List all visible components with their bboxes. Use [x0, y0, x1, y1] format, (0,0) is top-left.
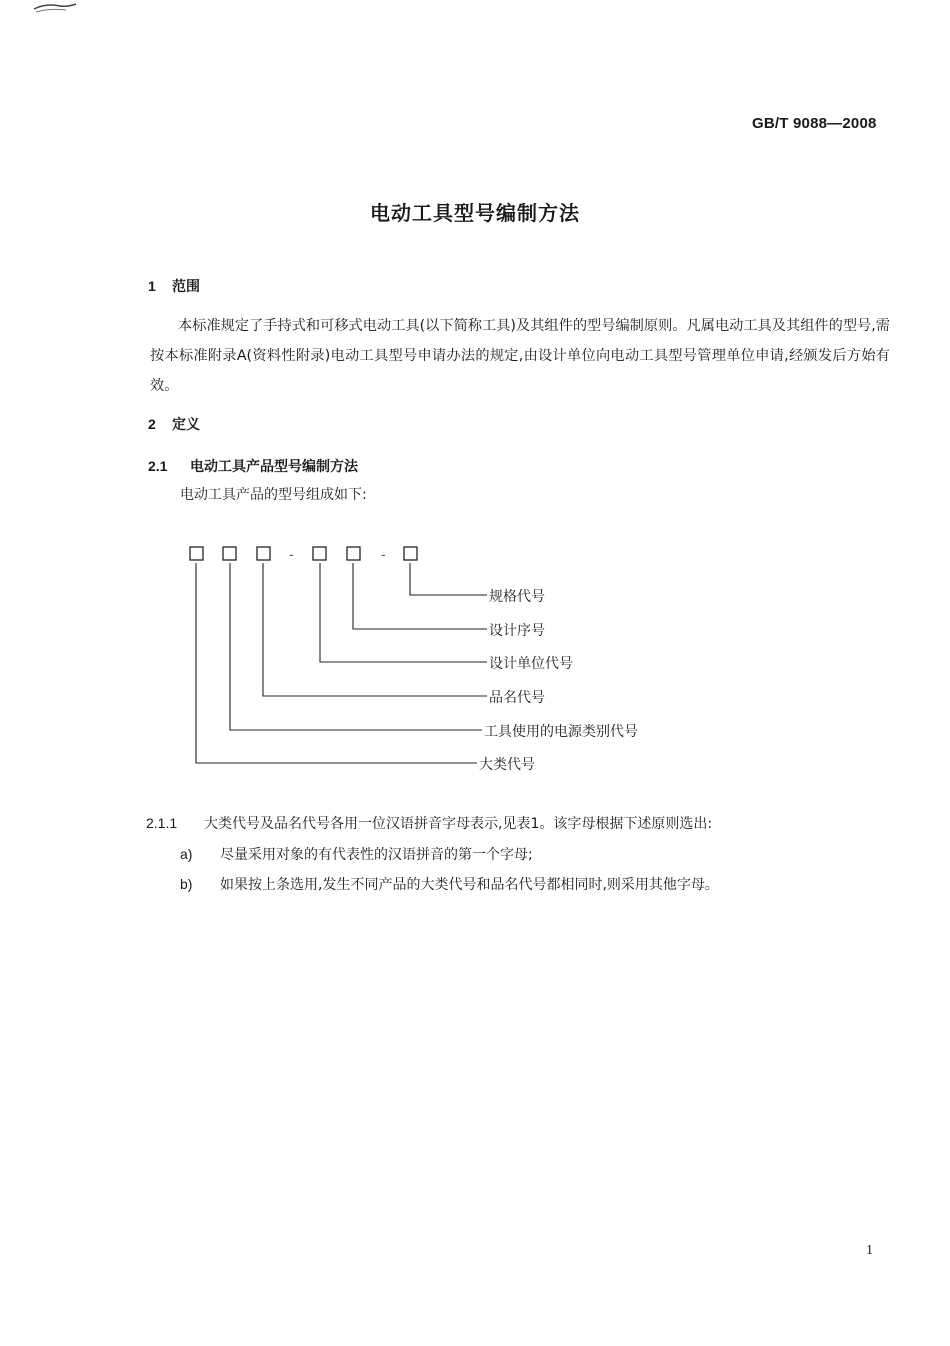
list-item-a [180, 844, 533, 864]
diagram-label-category: 大类代号 [479, 757, 535, 773]
code-box-2 [223, 547, 236, 560]
leader-line-spec [410, 563, 487, 595]
section-2-1-1 [146, 808, 712, 839]
code-box-5 [347, 547, 360, 560]
code-box-6 [404, 547, 417, 560]
list-item-tag: a) [180, 846, 193, 862]
paragraph-text: 本标准规定了手持式和可移式电动工具(以下简称工具)及其组件的型号编制原则。凡属电动工具及其组件的型号,需按本标准附录A(资料性附录)电动工具型号申请办法的规定,由设计单位向电动工具型号管理单位申请,经颁发后方始有效。 [150, 318, 890, 394]
code-box-3 [257, 547, 270, 560]
leader-line-design-unit [320, 563, 487, 662]
leader-line-design-seq [353, 563, 487, 629]
diagram-label-design-seq: 设计序号 [489, 623, 545, 639]
section-number: 2.1 [148, 458, 168, 474]
section-title: 定义 [172, 417, 200, 433]
section-title: 范围 [172, 279, 200, 295]
section-title: 电动工具产品型号编制方法 [190, 459, 358, 475]
list-item-tag: b) [180, 876, 193, 892]
code-box-1 [190, 547, 203, 560]
diagram-label-product-name: 品名代号 [489, 690, 545, 706]
page-number: 1 [866, 1243, 873, 1258]
list-item-text: 如果按上条选用,发生不同产品的大类代号和品名代号都相同时,则采用其他字母。 [220, 877, 719, 893]
list-item-b [180, 874, 719, 894]
section-number: 2 [148, 416, 156, 432]
diagram-label-spec: 规格代号 [489, 589, 545, 605]
diagram-label-power-type: 工具使用的电源类别代号 [484, 724, 638, 740]
code-box-4 [313, 547, 326, 560]
list-item-text: 尽量采用对象的有代表性的汉语拼音的第一个字母; [220, 847, 533, 863]
clause-text: 大类代号及品名代号各用一位汉语拼音字母表示,见表1。该字母根据下述原则选出: [204, 816, 713, 832]
standard-number: GB/T 9088—2008 [752, 115, 877, 132]
leader-line-category [196, 563, 477, 763]
document-title: 电动工具型号编制方法 [370, 201, 580, 225]
section-number: 1 [148, 278, 156, 294]
section-2-1-intro: 电动工具产品的型号组成如下: [180, 487, 367, 503]
separator-2: - [381, 548, 386, 563]
leader-line-power-type [230, 563, 482, 730]
separator-1: - [289, 548, 294, 563]
clause-number: 2.1.1 [146, 815, 178, 831]
diagram-label-design-unit: 设计单位代号 [489, 656, 573, 672]
